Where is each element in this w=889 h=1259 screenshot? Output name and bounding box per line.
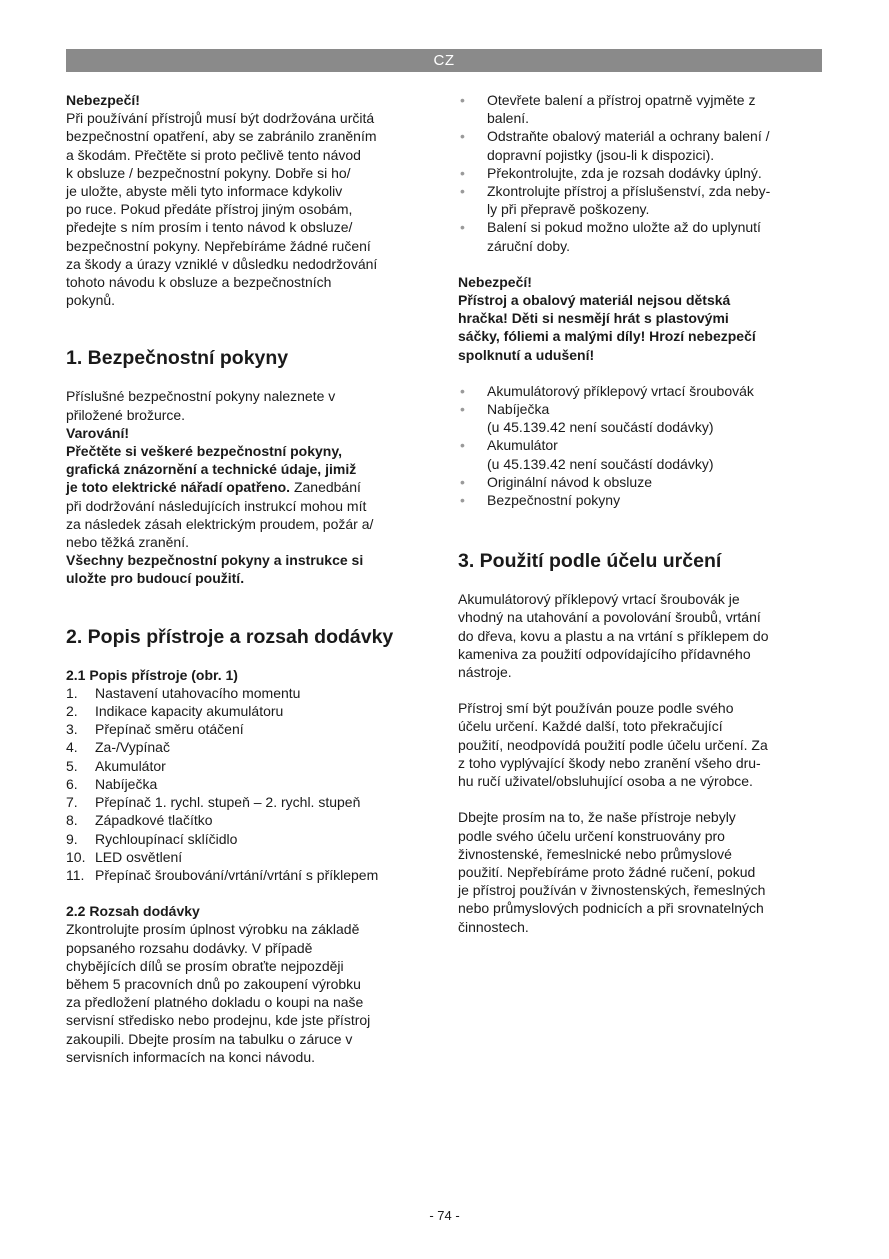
text-line: nebo průmyslových podnicích a při srovnatelných — [458, 900, 764, 917]
list-item — [66, 738, 431, 756]
text-line: za následek zásah elektrickým proudem, požár a/ — [66, 515, 374, 532]
section-1-body — [66, 387, 431, 587]
section-3-heading: 3. Použití podle účelu určení — [458, 550, 722, 573]
section-2-1-heading: 2.1 Popis přístroje (obr. 1) — [66, 666, 238, 683]
text-line: chybějících dílů se prosím obraťte nejpozději — [66, 957, 344, 974]
right-column — [458, 91, 823, 936]
item-text: Přepínač šroubování/vrtání/vrtání s příklepem — [95, 866, 379, 883]
text-line: nebo těžká zranění. — [66, 534, 189, 551]
text-line: servisních informacích na konci návodu. — [66, 1048, 316, 1065]
text-line: Odstraňte obalový materiál a ochrany balení / — [487, 128, 770, 145]
text-line: grafická znázornění a technické údaje, jimiž — [66, 461, 357, 478]
list-item: • Originální návod k obsluze — [458, 473, 823, 491]
list-item — [458, 218, 823, 254]
list-item — [66, 757, 431, 775]
item-text: Přepínač 1. rychl. stupeň – 2. rychl. stupeň — [95, 794, 361, 811]
text-line: Balení si pokud možno uložte až do uplynutí — [487, 219, 761, 236]
item-text: Nabíječka — [95, 775, 158, 792]
text-span: Zanedbání — [290, 479, 361, 496]
text-line: Všechny bezpečnostní pokyny a instrukce si — [66, 552, 364, 569]
language-header-bar: CZ — [66, 49, 822, 72]
text-line: servisní středisko nebo prodejnu, kde jste přístroj — [66, 1012, 371, 1029]
text-line: Přístroj a obalový materiál nejsou dětská — [458, 292, 731, 309]
text-line: nástroje. — [458, 664, 512, 681]
text-line: Překontrolujte, zda je rozsah dodávky úplný. — [487, 164, 762, 181]
text-line: sáčky, fóliemi a malými díly! Hrozí nebezpečí — [458, 328, 756, 345]
section-3-paragraph-1 — [458, 590, 823, 681]
text-line: Příslušné bezpečnostní pokyny naleznete v — [66, 388, 336, 405]
text-line: za předložení platného dokladu o koupi na naše — [66, 994, 364, 1011]
text-line: Přečtěte si veškeré bezpečnostní pokyny, — [66, 443, 342, 460]
item-number: 2. — [66, 703, 78, 720]
text-line: Akumulátorový příklepový vrtací šroubovák je — [458, 591, 740, 608]
item-text: Nastavení utahovacího momentu — [95, 684, 301, 701]
text-line: pokynů. — [66, 292, 116, 309]
list-item — [458, 127, 823, 163]
item-number: 10. — [66, 848, 86, 865]
list-item — [66, 702, 431, 720]
text-line: je přístroj používán v živnostenských, řemeslných — [458, 882, 766, 899]
text-line: živnostenské, řemeslnické nebo průmyslové — [458, 845, 732, 862]
section-2-heading: 2. Popis přístroje a rozsah dodávky — [66, 625, 394, 648]
text-line: zakoupili. Dbejte prosím na tabulku o záruce v — [66, 1030, 353, 1047]
text-line: kameniva za použití odpovídajícího přídavného — [458, 645, 751, 662]
list-item — [66, 793, 431, 811]
text-line: přiložené brožurce. — [66, 406, 186, 423]
list-item: • Akumulátorový příklepový vrtací šroubovák — [458, 382, 823, 400]
item-number: 5. — [66, 757, 78, 774]
parts-list — [66, 684, 431, 884]
text-line: a škodám. Přečtěte si proto pečlivě tento návod — [66, 146, 361, 163]
text-line: bezpečnostní pokyny. Nepřebíráme žádné ručení — [66, 237, 371, 254]
text-line: během 5 pracovních dnů po zakoupení výrobku — [66, 975, 361, 992]
section-2-2-body — [66, 920, 431, 1066]
text-line: za škody a úrazy vzniklé v důsledku nedodržování — [66, 255, 378, 272]
text-line: Zkontrolujte přístroj a příslušenství, zda neby- — [487, 183, 771, 200]
page-number: - 74 - — [429, 1208, 460, 1223]
list-item — [66, 866, 431, 884]
delivery-contents-list — [458, 382, 823, 509]
list-item — [458, 164, 823, 182]
section-1-heading: 1. Bezpečnostní pokyny — [66, 347, 289, 370]
text-line: Dbejte prosím na to, že naše přístroje nebyly — [458, 809, 736, 826]
text-line: Při používání přístrojů musí být dodržována určitá — [66, 110, 375, 127]
item-number: 7. — [66, 794, 78, 811]
list-item-note: (u 45.139.42 není součástí dodávky) — [487, 419, 714, 436]
item-text: Přepínač směru otáčení — [95, 721, 244, 738]
text-line: Zkontrolujte prosím úplnost výrobku na základě — [66, 921, 360, 938]
section-3-paragraph-2 — [458, 699, 823, 790]
list-item — [66, 775, 431, 793]
item-number: 1. — [66, 684, 78, 701]
unpacking-checklist — [458, 91, 823, 255]
text-line: po ruce. Pokud předáte přístroj jiným osobám, — [66, 201, 353, 218]
item-text: Akumulátor — [95, 757, 166, 774]
text-span: je toto elektrické nářadí opatřeno. — [66, 479, 291, 496]
item-number: 8. — [66, 812, 78, 829]
left-column — [66, 91, 431, 1066]
list-item: • Bezpečnostní pokyny — [458, 491, 823, 509]
text-line: Přístroj smí být používán pouze podle svého — [458, 700, 734, 717]
text-line: hračka! Děti si nesmějí hrát s plastovými — [458, 310, 729, 327]
item-text: Za-/Vypínač — [95, 739, 170, 756]
text-line: vhodný na utahování a povolování šroubů, vrtání — [458, 609, 761, 626]
text-line: ly při přepravě poškozeny. — [487, 201, 650, 218]
text-line: hu ručí uživatel/obsluhující osoba a ne výrobce. — [458, 773, 753, 790]
text-line: záruční doby. — [487, 237, 571, 254]
danger-title-2: Nebezpečí! — [458, 273, 532, 290]
text-line: použití, neodpovídá použití podle účelu určení. Za — [458, 736, 768, 753]
item-text: Indikace kapacity akumulátoru — [95, 703, 284, 720]
list-item — [66, 830, 431, 848]
text-line: při dodržování následujících instrukcí mohou mít — [66, 497, 367, 514]
text-line: bezpečnostní opatření, aby se zabránilo zraněním — [66, 128, 377, 145]
text-line: uložte pro budoucí použití. — [66, 570, 245, 587]
list-item — [66, 720, 431, 738]
danger-text — [66, 109, 431, 309]
warning-title: Varování! — [66, 424, 130, 441]
text-line: účelu určení. Každé další, toto překračující — [458, 718, 723, 735]
item-number: 6. — [66, 775, 78, 792]
text-line: do dřeva, kovu a plastu a na vrtání s příklepem do — [458, 627, 769, 644]
list-item — [458, 182, 823, 218]
text-line: použití. Nepřebíráme proto žádné ručení, pokud — [458, 863, 756, 880]
text-line: je uložte, abyste měli tyto informace kdykoliv — [66, 183, 343, 200]
text-line — [66, 478, 431, 496]
item-number: 3. — [66, 721, 78, 738]
text-line: činnostech. — [458, 918, 529, 935]
text-line: tohoto návodu k obsluze a bezpečnostních — [66, 274, 332, 291]
text-line: z toho vyplývající škody nebo zranění všeho dru- — [458, 754, 761, 771]
text-line: Otevřete balení a přístroj opatrně vyjměte z — [487, 92, 756, 108]
list-item — [66, 848, 431, 866]
section-3-paragraph-3 — [458, 808, 823, 935]
text-line: spolknutí a udušení! — [458, 346, 595, 363]
list-item — [458, 91, 823, 127]
danger-text-2 — [458, 291, 823, 364]
item-number: 4. — [66, 739, 78, 756]
text-line: popsaného rozsahu dodávky. V případě — [66, 939, 313, 956]
text-line: dopravní pojistky (jsou-li k dispozici). — [487, 146, 715, 163]
list-item-note: (u 45.139.42 není součástí dodávky) — [487, 455, 714, 472]
item-text: Západkové tlačítko — [95, 812, 213, 829]
text-line: předejte s ním prosím i tento návod k obsluze/ — [66, 219, 353, 236]
item-number: 11. — [66, 866, 85, 883]
text-line: balení. — [487, 110, 530, 127]
danger-title: Nebezpečí! — [66, 92, 140, 108]
text-line: podle svého účelu určení konstruovány pro — [458, 827, 725, 844]
list-item: • Akumulátor — [458, 436, 823, 454]
list-item: • Nabíječka — [458, 400, 823, 418]
list-item — [66, 684, 431, 702]
list-item — [66, 811, 431, 829]
item-text: Rychloupínací sklíčidlo — [95, 830, 238, 847]
item-text: LED osvětlení — [95, 848, 183, 865]
text-line: k obsluze / bezpečnostní pokyny. Dobře si ho/ — [66, 164, 351, 181]
section-2-2-heading: 2.2 Rozsah dodávky — [66, 903, 200, 920]
item-number: 9. — [66, 830, 78, 847]
